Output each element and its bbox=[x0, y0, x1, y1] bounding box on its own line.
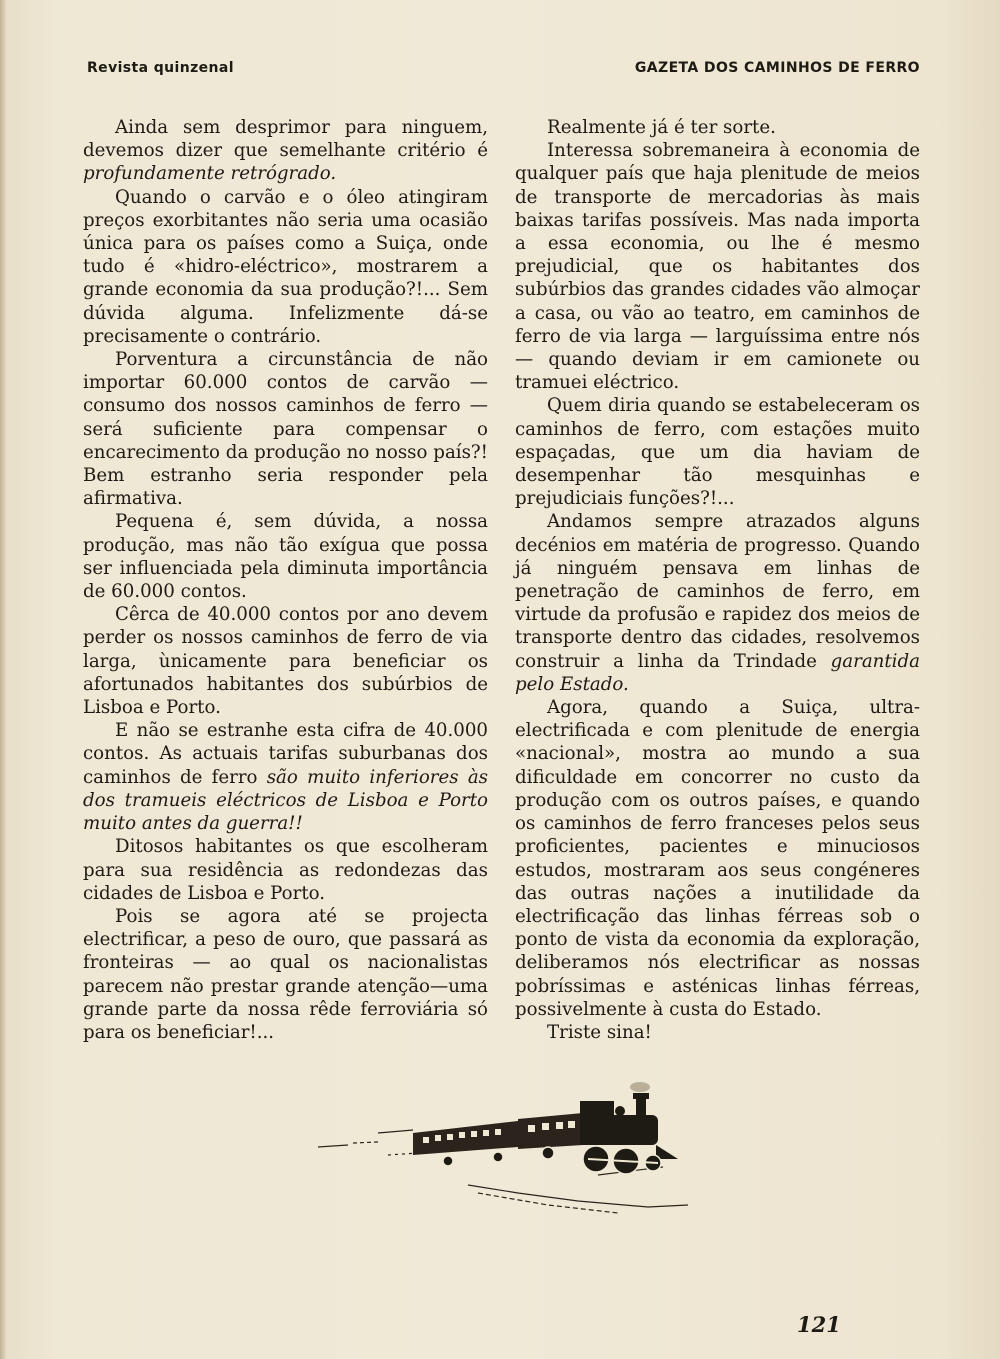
paragraph: Interessa sobremaneira à economia de qualquer país que haja plenitude de meios de transporte de mercadorias às mais baixas tarifas possíveis. Mas nada importa a essa economia, ou lhe é mesmo prejudicial, que os habitantes dos subúrbios das grandes cidades vão almoçar a casa, ou vão ao teatro, em caminhos de ferro de via larga — larguíssima entre nós — quando deviam ir em camionete ou tramuei eléctrico. bbox=[515, 140, 920, 394]
paragraph: Quem diria quando se estabeleceram os caminhos de ferro, com estações muito espaçadas, que um dia haviam de desempenhar tão mesquinhas e prejudiciais funções?!... bbox=[515, 395, 920, 510]
steam-train-icon bbox=[318, 1075, 688, 1215]
running-header bbox=[87, 60, 920, 84]
page-binding-edge bbox=[0, 0, 6, 1359]
paragraph: E não se estranhe esta cifra de 40.000 contos. As actuais tarifas suburbanas dos caminhos de ferro são muito inferiores às dos tramueis eléctricos de Lisboa e Porto muito antes da guerra!! bbox=[83, 720, 488, 835]
paragraph: Andamos sempre atrazados alguns decénios em matéria de progresso. Quando já ninguém pensava em linhas de penetração de caminhos de ferro, em virtude da profusão e rapidez dos meios de transporte dentro das cidades, resolvemos construir a linha da Trindade garantida pelo Estado. bbox=[515, 511, 920, 695]
header-publication-title: GAZETA DOS CAMINHOS DE FERRO bbox=[634, 60, 920, 76]
paragraph: Porventura a circunstância de não importar 60.000 contos de carvão — consumo dos nossos caminhos de ferro — será suficiente para compensar o encarecimento da produção no nosso país?! Bem estranho seria responder pela afirmativa. bbox=[83, 349, 488, 510]
page-number: 121 bbox=[797, 1312, 841, 1337]
paragraph: Pequena é, sem dúvida, a nossa produção, mas não tão exígua que possa ser influenciada pela diminuta importância de 60.000 contos. bbox=[83, 511, 488, 603]
paragraph: Ditosos habitantes os que escolheram para sua residência as redondezas das cidades de Lisboa e Porto. bbox=[83, 836, 488, 904]
paragraph: Triste sina! bbox=[547, 1021, 652, 1043]
header-publication-frequency: Revista quinzenal bbox=[87, 60, 234, 76]
emphasis-text: profundamente retrógrado. bbox=[83, 163, 337, 185]
emphasis-text: garantida pelo Estado. bbox=[515, 650, 920, 695]
paragraph: Realmente já é ter sorte. bbox=[547, 117, 776, 138]
right-column bbox=[515, 116, 920, 1044]
paragraph: Cêrca de 40.000 contos por ano devem perder os nossos caminhos de ferro de via larga, ùnicamente para beneficiar os afortunados habitantes dos subúrbios de Lisboa e Porto. bbox=[83, 604, 488, 719]
left-column bbox=[83, 116, 488, 1044]
paragraph: Pois se agora até se projecta electrificar, a peso de ouro, que passará as fronteiras — ao qual os nacionalistas parecem não prestar grande atenção—uma grande parte da nossa rêde ferroviária só para os beneficiar!... bbox=[83, 905, 488, 1043]
emphasis-text: são muito inferiores às dos tramueis eléctricos de Lisboa e Porto muito antes da guerra!! bbox=[83, 766, 488, 835]
paragraph: Quando o carvão e o óleo atingiram preços exorbitantes não seria uma ocasião única para os países como a Suiça, onde tudo é «hidro-eléctrico», mostrarem a grande economia da sua produção?!... Sem dúvida alguma. Infelizmente dá-se precisamente o contrário. bbox=[83, 186, 488, 347]
paragraph: Agora, quando a Suiça, ultra-electrificada e com plenitude de energia «nacional», mostra ao mundo a sua dificuldade em concorrer no custo da produção com os outros países, e quando os caminhos de ferro franceses pelos seus proficientes, pacientes e minuciosos estudos, mostraram aos seus congéneres das outras nações a inutilidade da electrificação das linhas férreas sob o ponto de vista da economia da exploração, deliberamos nós electrificar as nossas pobríssimas e asténicas linhas férreas, possivelmente à custa do Estado. bbox=[515, 697, 920, 1020]
paragraph: Ainda sem desprimor para ninguem, devemos dizer que semelhante critério é profundamente retrógrado. bbox=[83, 117, 488, 185]
